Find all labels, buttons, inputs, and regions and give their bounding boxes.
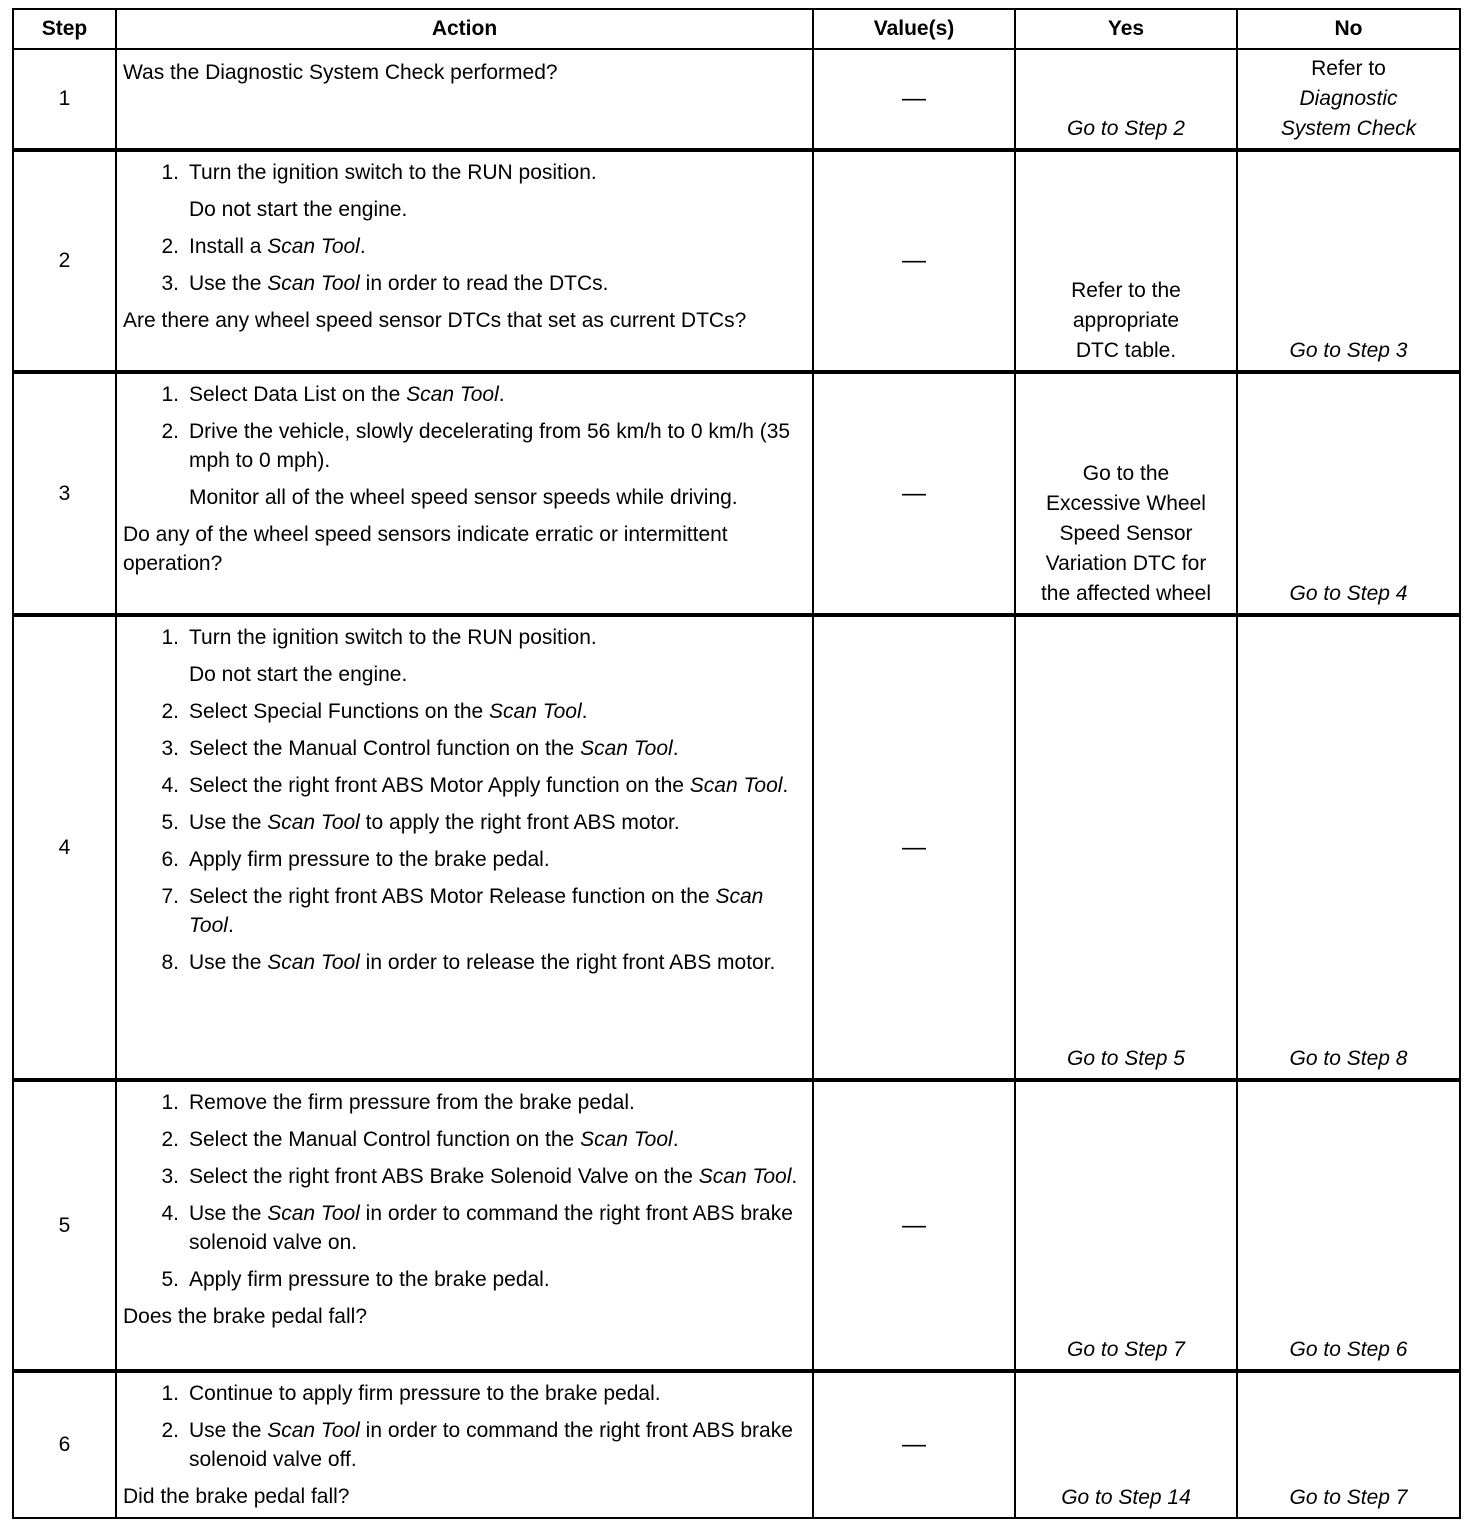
action-steps-list	[123, 1379, 802, 1474]
action-step	[123, 771, 802, 800]
action-step-text	[189, 734, 802, 763]
action-step-text	[189, 1265, 802, 1294]
action-step-number: 2.	[161, 235, 179, 258]
action-step-note: Do not start the engine.	[189, 198, 408, 221]
value-cell: —	[813, 372, 1015, 615]
yes-line: Variation DTC for	[1045, 552, 1207, 575]
action-step-number: 4.	[161, 774, 179, 797]
action-step-text	[189, 1416, 802, 1474]
action-question: Do any of the wheel speed sensors indicate erratic or intermittent operation?	[123, 523, 728, 575]
action-step-number: 1.	[161, 383, 179, 406]
action-text-part: .	[581, 700, 588, 723]
no-cell	[1237, 372, 1460, 615]
scan-tool-term: Scan Tool	[189, 885, 764, 937]
diagnostic-table	[12, 8, 1461, 1519]
no-line: Go to Step 6	[1289, 1338, 1408, 1361]
step-number: 1	[13, 49, 116, 150]
action-text-part: Use the	[189, 951, 268, 974]
value-cell: —	[813, 150, 1015, 372]
action-steps-list	[123, 158, 802, 298]
yes-line: Go to Step 2	[1067, 117, 1185, 140]
scan-tool-term: Scan Tool	[489, 700, 582, 723]
scan-tool-term: Scan Tool	[267, 235, 360, 258]
no-line: Refer to	[1311, 57, 1386, 80]
value-cell: —	[813, 1080, 1015, 1371]
no-cell	[1237, 1371, 1460, 1518]
action-step	[123, 269, 802, 298]
action-text-part: in order to read the DTCs.	[359, 272, 609, 295]
action-cell	[116, 372, 813, 615]
action-text-part: Use the	[189, 1419, 268, 1442]
action-step-text	[189, 882, 802, 940]
action-step	[123, 380, 802, 409]
table-row	[13, 49, 1460, 150]
yes-line: Refer to the	[1071, 279, 1181, 302]
table-row	[13, 615, 1460, 1080]
action-text-part: Select the right front ABS Brake Solenoid Valve on the	[189, 1165, 699, 1188]
no-line: System Check	[1280, 117, 1417, 140]
action-step	[123, 808, 802, 837]
scan-tool-term: Scan Tool	[267, 1202, 360, 1225]
action-step-text	[189, 623, 802, 689]
no-line: Go to Step 8	[1289, 1047, 1408, 1070]
table-row	[13, 150, 1460, 372]
action-question: Does the brake pedal fall?	[123, 1305, 367, 1328]
scan-tool-term: Scan Tool	[580, 737, 673, 760]
action-step	[123, 417, 802, 512]
scan-tool-term: Scan Tool	[267, 272, 360, 295]
action-question: Did the brake pedal fall?	[123, 1485, 350, 1508]
action-step-number: 1.	[161, 1382, 179, 1405]
action-steps-list	[123, 1088, 802, 1294]
yes-cell	[1015, 1080, 1237, 1371]
action-step-number: 5.	[161, 811, 179, 834]
header-action: Action	[116, 9, 813, 49]
action-steps-list	[123, 380, 802, 512]
step-number: 3	[13, 372, 116, 615]
action-step-text	[189, 771, 802, 800]
action-cell	[116, 615, 813, 1080]
scan-tool-term: Scan Tool	[698, 1165, 792, 1188]
action-question: Are there any wheel speed sensor DTCs that set as current DTCs?	[123, 309, 747, 332]
action-step-note: Monitor all of the wheel speed sensor speeds while driving.	[189, 486, 738, 509]
scan-tool-term: Scan Tool	[689, 774, 783, 797]
action-text-part: to apply the right front ABS motor.	[359, 811, 680, 834]
action-text-part: Select the Manual Control function on the	[189, 1128, 581, 1151]
step-number: 6	[13, 1371, 116, 1518]
yes-line: the affected wheel	[1040, 582, 1212, 605]
yes-line: Go to Step 7	[1067, 1338, 1185, 1361]
action-step-text	[189, 697, 802, 726]
header-step: Step	[13, 9, 116, 49]
table-body	[13, 49, 1460, 1518]
action-step-text	[189, 269, 802, 298]
action-step-number: 1.	[161, 161, 179, 184]
action-step-text	[189, 158, 802, 224]
action-step-text	[189, 380, 802, 409]
value-cell: —	[813, 1371, 1015, 1518]
action-cell	[116, 1080, 813, 1371]
action-step	[123, 1125, 802, 1154]
no-cell	[1237, 150, 1460, 372]
action-text-part: Select Special Functions on the	[189, 700, 490, 723]
action-text-part: Drive the vehicle, slowly decelerating from 56 km/h to 0 km/h (35 mph to 0 mph).	[189, 420, 791, 472]
scan-tool-term: Scan Tool	[406, 383, 499, 406]
action-step-number: 3.	[161, 272, 179, 295]
action-step-text	[189, 232, 802, 261]
value-cell: —	[813, 615, 1015, 1080]
yes-cell	[1015, 1371, 1237, 1518]
action-step	[123, 1416, 802, 1474]
action-step	[123, 1162, 802, 1191]
action-step-text	[189, 1088, 802, 1117]
action-step-text	[189, 1162, 802, 1191]
scan-tool-term: Scan Tool	[580, 1128, 673, 1151]
header-no: No	[1237, 9, 1460, 49]
action-text-part: Continue to apply firm pressure to the brake pedal.	[189, 1382, 661, 1405]
step-number: 5	[13, 1080, 116, 1371]
action-text-part: Select the Manual Control function on the	[189, 737, 581, 760]
scan-tool-term: Scan Tool	[267, 1419, 360, 1442]
action-text-part: .	[672, 1128, 679, 1151]
action-text-part: in order to command the right front ABS brake solenoid valve on.	[189, 1202, 793, 1254]
step-number: 2	[13, 150, 116, 372]
table-row	[13, 372, 1460, 615]
action-text-part: .	[672, 737, 679, 760]
action-question: Was the Diagnostic System Check performed?	[123, 61, 558, 84]
no-cell	[1237, 615, 1460, 1080]
yes-cell	[1015, 615, 1237, 1080]
no-line: Diagnostic	[1299, 87, 1398, 110]
action-text-part: Install a	[189, 235, 268, 258]
action-step-number: 7.	[161, 885, 179, 908]
action-step	[123, 948, 802, 977]
action-step-text	[189, 845, 802, 874]
action-step	[123, 697, 802, 726]
action-text-part: Select the right front ABS Motor Release function on the	[189, 885, 716, 908]
yes-line: Excessive Wheel	[1046, 492, 1206, 515]
action-text-part: in order to command the right front ABS brake solenoid valve off.	[189, 1419, 793, 1471]
action-text-part: Use the	[189, 811, 268, 834]
no-line: Go to Step 7	[1289, 1486, 1408, 1509]
action-step-number: 4.	[161, 1202, 179, 1225]
action-text-part: Use the	[189, 1202, 268, 1225]
action-step	[123, 734, 802, 763]
action-step-text	[189, 417, 802, 512]
action-text-part: Apply firm pressure to the brake pedal.	[189, 1268, 550, 1291]
action-text-part: Use the	[189, 272, 268, 295]
action-text-part: Turn the ignition switch to the RUN position.	[189, 626, 597, 649]
action-step	[123, 623, 802, 689]
action-step-text	[189, 1125, 802, 1154]
yes-line: Go to the	[1082, 462, 1170, 485]
action-text-part: Apply firm pressure to the brake pedal.	[189, 848, 550, 871]
action-step-text	[189, 808, 802, 837]
yes-line: Speed Sensor	[1059, 522, 1193, 545]
action-step-number: 2.	[161, 700, 179, 723]
action-step-number: 2.	[161, 420, 179, 443]
action-text-part: Select the right front ABS Motor Apply function on the	[189, 774, 690, 797]
action-text-part: Turn the ignition switch to the RUN position.	[189, 161, 597, 184]
yes-cell	[1015, 150, 1237, 372]
action-step-number: 8.	[161, 951, 179, 974]
action-step	[123, 845, 802, 874]
action-cell	[116, 150, 813, 372]
yes-line: Go to Step 5	[1067, 1047, 1185, 1070]
scan-tool-term: Scan Tool	[267, 951, 360, 974]
header-yes: Yes	[1015, 9, 1237, 49]
table-row	[13, 1080, 1460, 1371]
action-text-part: .	[227, 914, 234, 937]
action-text-part: .	[498, 383, 505, 406]
action-step	[123, 1199, 802, 1257]
yes-line: DTC table.	[1075, 339, 1177, 362]
step-number: 4	[13, 615, 116, 1080]
action-step-number: 1.	[161, 626, 179, 649]
action-step-text	[189, 1199, 802, 1257]
action-step	[123, 1265, 802, 1294]
action-text-part: .	[782, 774, 789, 797]
action-step-number: 5.	[161, 1268, 179, 1291]
header-row	[13, 9, 1460, 49]
action-text-part: .	[359, 235, 366, 258]
action-text-part: in order to release the right front ABS motor.	[359, 951, 776, 974]
no-cell	[1237, 1080, 1460, 1371]
yes-cell	[1015, 372, 1237, 615]
action-step-number: 3.	[161, 1165, 179, 1188]
action-text-part: Remove the firm pressure from the brake pedal.	[189, 1091, 635, 1114]
value-cell: —	[813, 49, 1015, 150]
no-line: Go to Step 3	[1289, 339, 1408, 362]
no-line: Go to Step 4	[1289, 582, 1408, 605]
action-cell	[116, 1371, 813, 1518]
header-values: Value(s)	[813, 9, 1015, 49]
action-step	[123, 232, 802, 261]
action-step-text	[189, 948, 802, 977]
table-row	[13, 1371, 1460, 1518]
no-cell	[1237, 49, 1460, 150]
action-text-part: Select Data List on the	[189, 383, 407, 406]
action-step-number: 6.	[161, 848, 179, 871]
action-cell	[116, 49, 813, 150]
action-step	[123, 1379, 802, 1408]
action-steps-list	[123, 623, 802, 977]
action-step-number: 2.	[161, 1419, 179, 1442]
yes-cell	[1015, 49, 1237, 150]
action-step	[123, 158, 802, 224]
action-step	[123, 882, 802, 940]
action-step-number: 1.	[161, 1091, 179, 1114]
yes-line: appropriate	[1072, 309, 1180, 332]
action-text-part: .	[791, 1165, 798, 1188]
action-step-number: 2.	[161, 1128, 179, 1151]
action-step-text	[189, 1379, 802, 1408]
action-step-number: 3.	[161, 737, 179, 760]
yes-line: Go to Step 14	[1061, 1486, 1191, 1509]
action-step-note: Do not start the engine.	[189, 663, 408, 686]
action-step	[123, 1088, 802, 1117]
scan-tool-term: Scan Tool	[267, 811, 360, 834]
